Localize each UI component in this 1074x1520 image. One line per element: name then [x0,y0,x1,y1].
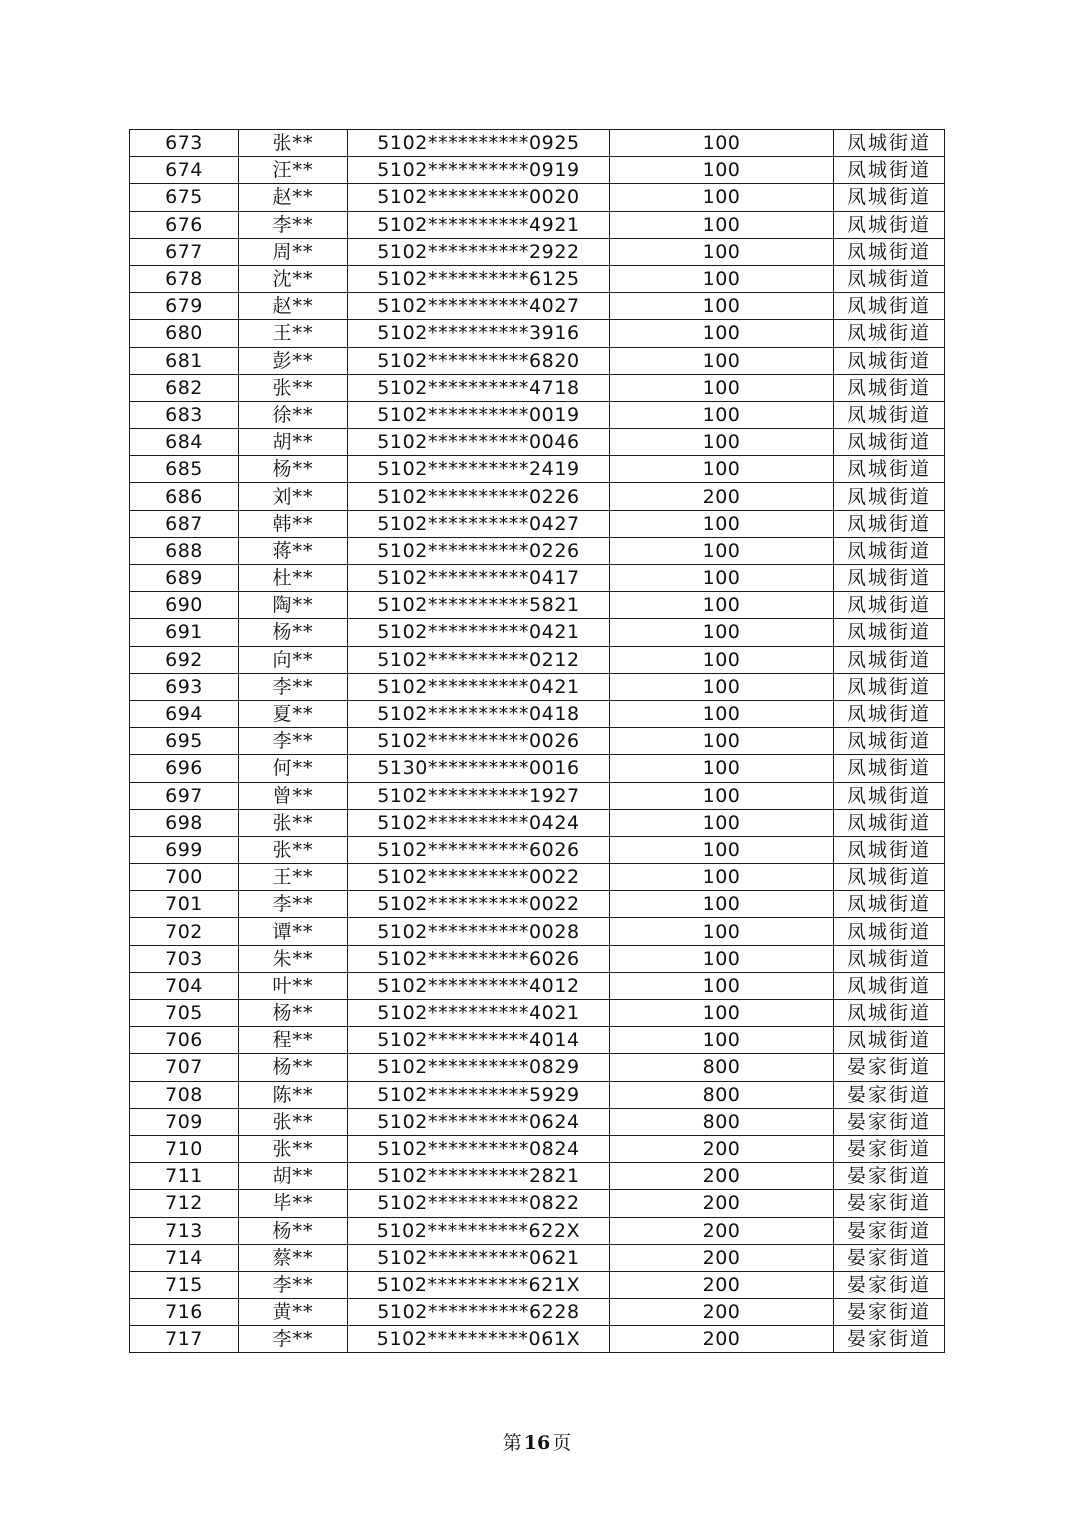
table-row [130,483,945,510]
street-cell: 晏家街道 [834,1190,945,1217]
table-row [130,374,945,401]
table-row [130,293,945,320]
row-index-cell: 706 [130,1027,239,1054]
name-cell: 胡** [239,1163,348,1190]
table-row [130,864,945,891]
id-number-cell: 5102**********0421 [348,673,610,700]
name-cell: 韩** [239,510,348,537]
id-number-cell: 5102**********0022 [348,891,610,918]
name-cell: 李** [239,1271,348,1298]
id-number-cell: 5102**********0624 [348,1108,610,1135]
row-index-cell: 710 [130,1135,239,1162]
row-index-cell: 682 [130,374,239,401]
name-cell: 向** [239,646,348,673]
amount-cell: 100 [610,456,834,483]
amount-cell: 100 [610,130,834,157]
page-number-suffix: 页 [552,1432,572,1454]
street-cell: 凤城街道 [834,456,945,483]
row-index-cell: 693 [130,673,239,700]
table-row [130,728,945,755]
id-number-cell: 5102**********0418 [348,700,610,727]
id-number-cell: 5102**********0919 [348,157,610,184]
table-row [130,755,945,782]
id-number-cell: 5102**********0824 [348,1135,610,1162]
id-number-cell: 5102**********0822 [348,1190,610,1217]
street-cell: 凤城街道 [834,347,945,374]
table-row [130,456,945,483]
name-cell: 夏** [239,700,348,727]
amount-cell: 100 [610,700,834,727]
amount-cell: 100 [610,728,834,755]
page-number: 16 [523,1432,551,1454]
id-number-cell: 5102**********2922 [348,238,610,265]
street-cell: 凤城街道 [834,293,945,320]
row-index-cell: 694 [130,700,239,727]
amount-cell: 200 [610,1217,834,1244]
amount-cell: 100 [610,864,834,891]
amount-cell: 100 [610,537,834,564]
name-cell: 赵** [239,184,348,211]
id-number-cell: 5102**********0925 [348,130,610,157]
roster-table-body [130,130,945,1353]
street-cell: 凤城街道 [834,619,945,646]
table-row [130,1190,945,1217]
row-index-cell: 691 [130,619,239,646]
name-cell: 沈** [239,265,348,292]
row-index-cell: 676 [130,211,239,238]
id-number-cell: 5102**********0046 [348,429,610,456]
amount-cell: 100 [610,592,834,619]
id-number-cell: 5102**********0427 [348,510,610,537]
row-index-cell: 695 [130,728,239,755]
name-cell: 李** [239,211,348,238]
amount-cell: 200 [610,1326,834,1353]
street-cell: 凤城街道 [834,782,945,809]
name-cell: 杜** [239,565,348,592]
row-index-cell: 697 [130,782,239,809]
table-row [130,238,945,265]
name-cell: 黄** [239,1299,348,1326]
id-number-cell: 5130**********0016 [348,755,610,782]
name-cell: 陶** [239,592,348,619]
name-cell: 周** [239,238,348,265]
name-cell: 张** [239,836,348,863]
table-row [130,510,945,537]
name-cell: 王** [239,864,348,891]
name-cell: 杨** [239,1217,348,1244]
table-row [130,157,945,184]
table-row [130,130,945,157]
amount-cell: 100 [610,1000,834,1027]
name-cell: 刘** [239,483,348,510]
table-row [130,945,945,972]
name-cell: 李** [239,673,348,700]
name-cell: 毕** [239,1190,348,1217]
id-number-cell: 5102**********6026 [348,836,610,863]
id-number-cell: 5102**********4027 [348,293,610,320]
table-row [130,1299,945,1326]
row-index-cell: 713 [130,1217,239,1244]
street-cell: 凤城街道 [834,646,945,673]
street-cell: 凤城街道 [834,157,945,184]
name-cell: 张** [239,1135,348,1162]
name-cell: 王** [239,320,348,347]
street-cell: 凤城街道 [834,809,945,836]
id-number-cell: 5102**********061X [348,1326,610,1353]
amount-cell: 100 [610,972,834,999]
street-cell: 晏家街道 [834,1326,945,1353]
amount-cell: 200 [610,1190,834,1217]
row-index-cell: 716 [130,1299,239,1326]
id-number-cell: 5102**********4718 [348,374,610,401]
id-number-cell: 5102**********2419 [348,456,610,483]
table-row [130,619,945,646]
name-cell: 张** [239,1108,348,1135]
table-row [130,265,945,292]
name-cell: 赵** [239,293,348,320]
street-cell: 晏家街道 [834,1108,945,1135]
table-row [130,429,945,456]
row-index-cell: 701 [130,891,239,918]
id-number-cell: 5102**********0028 [348,918,610,945]
row-index-cell: 690 [130,592,239,619]
table-row [130,891,945,918]
id-number-cell: 5102**********0020 [348,184,610,211]
name-cell: 杨** [239,1054,348,1081]
id-number-cell: 5102**********4014 [348,1027,610,1054]
name-cell: 彭** [239,347,348,374]
name-cell: 何** [239,755,348,782]
name-cell: 朱** [239,945,348,972]
street-cell: 晏家街道 [834,1054,945,1081]
id-number-cell: 5102**********0621 [348,1244,610,1271]
street-cell: 凤城街道 [834,673,945,700]
row-index-cell: 688 [130,537,239,564]
amount-cell: 100 [610,891,834,918]
amount-cell: 800 [610,1054,834,1081]
street-cell: 凤城街道 [834,700,945,727]
amount-cell: 200 [610,1135,834,1162]
roster-table [129,129,945,1353]
row-index-cell: 675 [130,184,239,211]
row-index-cell: 692 [130,646,239,673]
name-cell: 张** [239,374,348,401]
amount-cell: 100 [610,918,834,945]
row-index-cell: 678 [130,265,239,292]
id-number-cell: 5102**********4021 [348,1000,610,1027]
name-cell: 杨** [239,1000,348,1027]
row-index-cell: 700 [130,864,239,891]
street-cell: 凤城街道 [834,265,945,292]
id-number-cell: 5102**********0019 [348,401,610,428]
table-row [130,537,945,564]
table-row [130,1027,945,1054]
amount-cell: 100 [610,809,834,836]
id-number-cell: 5102**********1927 [348,782,610,809]
table-row [130,918,945,945]
row-index-cell: 673 [130,130,239,157]
street-cell: 凤城街道 [834,238,945,265]
name-cell: 李** [239,1326,348,1353]
name-cell: 李** [239,728,348,755]
row-index-cell: 703 [130,945,239,972]
street-cell: 凤城街道 [834,728,945,755]
amount-cell: 100 [610,619,834,646]
page-footer [0,1428,1074,1455]
row-index-cell: 677 [130,238,239,265]
name-cell: 张** [239,809,348,836]
amount-cell: 100 [610,673,834,700]
id-number-cell: 5102**********0829 [348,1054,610,1081]
name-cell: 徐** [239,401,348,428]
amount-cell: 100 [610,1027,834,1054]
table-row [130,1135,945,1162]
amount-cell: 100 [610,510,834,537]
id-number-cell: 5102**********2821 [348,1163,610,1190]
street-cell: 凤城街道 [834,184,945,211]
street-cell: 凤城街道 [834,1000,945,1027]
table-row [130,1244,945,1271]
amount-cell: 100 [610,646,834,673]
row-index-cell: 704 [130,972,239,999]
id-number-cell: 5102**********5821 [348,592,610,619]
street-cell: 凤城街道 [834,918,945,945]
amount-cell: 100 [610,184,834,211]
street-cell: 凤城街道 [834,891,945,918]
table-row [130,1081,945,1108]
id-number-cell: 5102**********0226 [348,537,610,564]
row-index-cell: 712 [130,1190,239,1217]
amount-cell: 100 [610,347,834,374]
street-cell: 凤城街道 [834,510,945,537]
name-cell: 张** [239,130,348,157]
amount-cell: 100 [610,755,834,782]
table-row [130,320,945,347]
amount-cell: 800 [610,1081,834,1108]
row-index-cell: 674 [130,157,239,184]
row-index-cell: 681 [130,347,239,374]
table-row [130,646,945,673]
street-cell: 凤城街道 [834,565,945,592]
street-cell: 晏家街道 [834,1271,945,1298]
id-number-cell: 5102**********0026 [348,728,610,755]
table-row [130,700,945,727]
table-row [130,347,945,374]
table-row [130,1271,945,1298]
id-number-cell: 5102**********0226 [348,483,610,510]
row-index-cell: 714 [130,1244,239,1271]
row-index-cell: 683 [130,401,239,428]
id-number-cell: 5102**********0212 [348,646,610,673]
table-row [130,809,945,836]
name-cell: 胡** [239,429,348,456]
table-row [130,401,945,428]
amount-cell: 100 [610,157,834,184]
row-index-cell: 689 [130,565,239,592]
name-cell: 程** [239,1027,348,1054]
id-number-cell: 5102**********0022 [348,864,610,891]
id-number-cell: 5102**********6125 [348,265,610,292]
table-row [130,184,945,211]
row-index-cell: 680 [130,320,239,347]
street-cell: 凤城街道 [834,1027,945,1054]
street-cell: 凤城街道 [834,374,945,401]
amount-cell: 200 [610,1299,834,1326]
table-row [130,565,945,592]
street-cell: 凤城街道 [834,836,945,863]
table-row [130,1163,945,1190]
id-number-cell: 5102**********622X [348,1217,610,1244]
street-cell: 凤城街道 [834,401,945,428]
street-cell: 凤城街道 [834,429,945,456]
amount-cell: 100 [610,836,834,863]
id-number-cell: 5102**********4921 [348,211,610,238]
amount-cell: 800 [610,1108,834,1135]
row-index-cell: 707 [130,1054,239,1081]
row-index-cell: 717 [130,1326,239,1353]
table-row [130,1326,945,1353]
name-cell: 陈** [239,1081,348,1108]
amount-cell: 100 [610,211,834,238]
row-index-cell: 696 [130,755,239,782]
amount-cell: 100 [610,320,834,347]
row-index-cell: 709 [130,1108,239,1135]
table-row [130,673,945,700]
name-cell: 蒋** [239,537,348,564]
id-number-cell: 5102**********5929 [348,1081,610,1108]
street-cell: 凤城街道 [834,537,945,564]
street-cell: 凤城街道 [834,320,945,347]
row-index-cell: 687 [130,510,239,537]
street-cell: 凤城街道 [834,755,945,782]
amount-cell: 100 [610,265,834,292]
id-number-cell: 5102**********3916 [348,320,610,347]
amount-cell: 200 [610,1271,834,1298]
row-index-cell: 698 [130,809,239,836]
id-number-cell: 5102**********6026 [348,945,610,972]
name-cell: 汪** [239,157,348,184]
row-index-cell: 686 [130,483,239,510]
street-cell: 晏家街道 [834,1244,945,1271]
id-number-cell: 5102**********0417 [348,565,610,592]
amount-cell: 100 [610,782,834,809]
id-number-cell: 5102**********0424 [348,809,610,836]
street-cell: 晏家街道 [834,1135,945,1162]
row-index-cell: 679 [130,293,239,320]
table-row [130,782,945,809]
amount-cell: 100 [610,945,834,972]
amount-cell: 100 [610,565,834,592]
street-cell: 晏家街道 [834,1081,945,1108]
street-cell: 凤城街道 [834,211,945,238]
amount-cell: 100 [610,401,834,428]
id-number-cell: 5102**********4012 [348,972,610,999]
table-row [130,836,945,863]
street-cell: 凤城街道 [834,130,945,157]
page-number-prefix: 第 [502,1432,522,1454]
street-cell: 晏家街道 [834,1163,945,1190]
name-cell: 蔡** [239,1244,348,1271]
amount-cell: 100 [610,429,834,456]
row-index-cell: 708 [130,1081,239,1108]
table-row [130,592,945,619]
amount-cell: 100 [610,238,834,265]
street-cell: 凤城街道 [834,972,945,999]
table-row [130,1108,945,1135]
amount-cell: 100 [610,374,834,401]
street-cell: 凤城街道 [834,592,945,619]
name-cell: 杨** [239,456,348,483]
street-cell: 晏家街道 [834,1299,945,1326]
amount-cell: 200 [610,483,834,510]
table-row [130,1217,945,1244]
id-number-cell: 5102**********6228 [348,1299,610,1326]
name-cell: 叶** [239,972,348,999]
street-cell: 凤城街道 [834,945,945,972]
name-cell: 谭** [239,918,348,945]
table-row [130,972,945,999]
row-index-cell: 715 [130,1271,239,1298]
id-number-cell: 5102**********0421 [348,619,610,646]
row-index-cell: 685 [130,456,239,483]
id-number-cell: 5102**********621X [348,1271,610,1298]
row-index-cell: 699 [130,836,239,863]
id-number-cell: 5102**********6820 [348,347,610,374]
amount-cell: 200 [610,1244,834,1271]
row-index-cell: 702 [130,918,239,945]
amount-cell: 100 [610,293,834,320]
name-cell: 李** [239,891,348,918]
street-cell: 凤城街道 [834,864,945,891]
row-index-cell: 684 [130,429,239,456]
table-row [130,1054,945,1081]
name-cell: 曾** [239,782,348,809]
row-index-cell: 705 [130,1000,239,1027]
row-index-cell: 711 [130,1163,239,1190]
street-cell: 晏家街道 [834,1217,945,1244]
name-cell: 杨** [239,619,348,646]
amount-cell: 200 [610,1163,834,1190]
table-row [130,1000,945,1027]
street-cell: 凤城街道 [834,483,945,510]
table-row [130,211,945,238]
